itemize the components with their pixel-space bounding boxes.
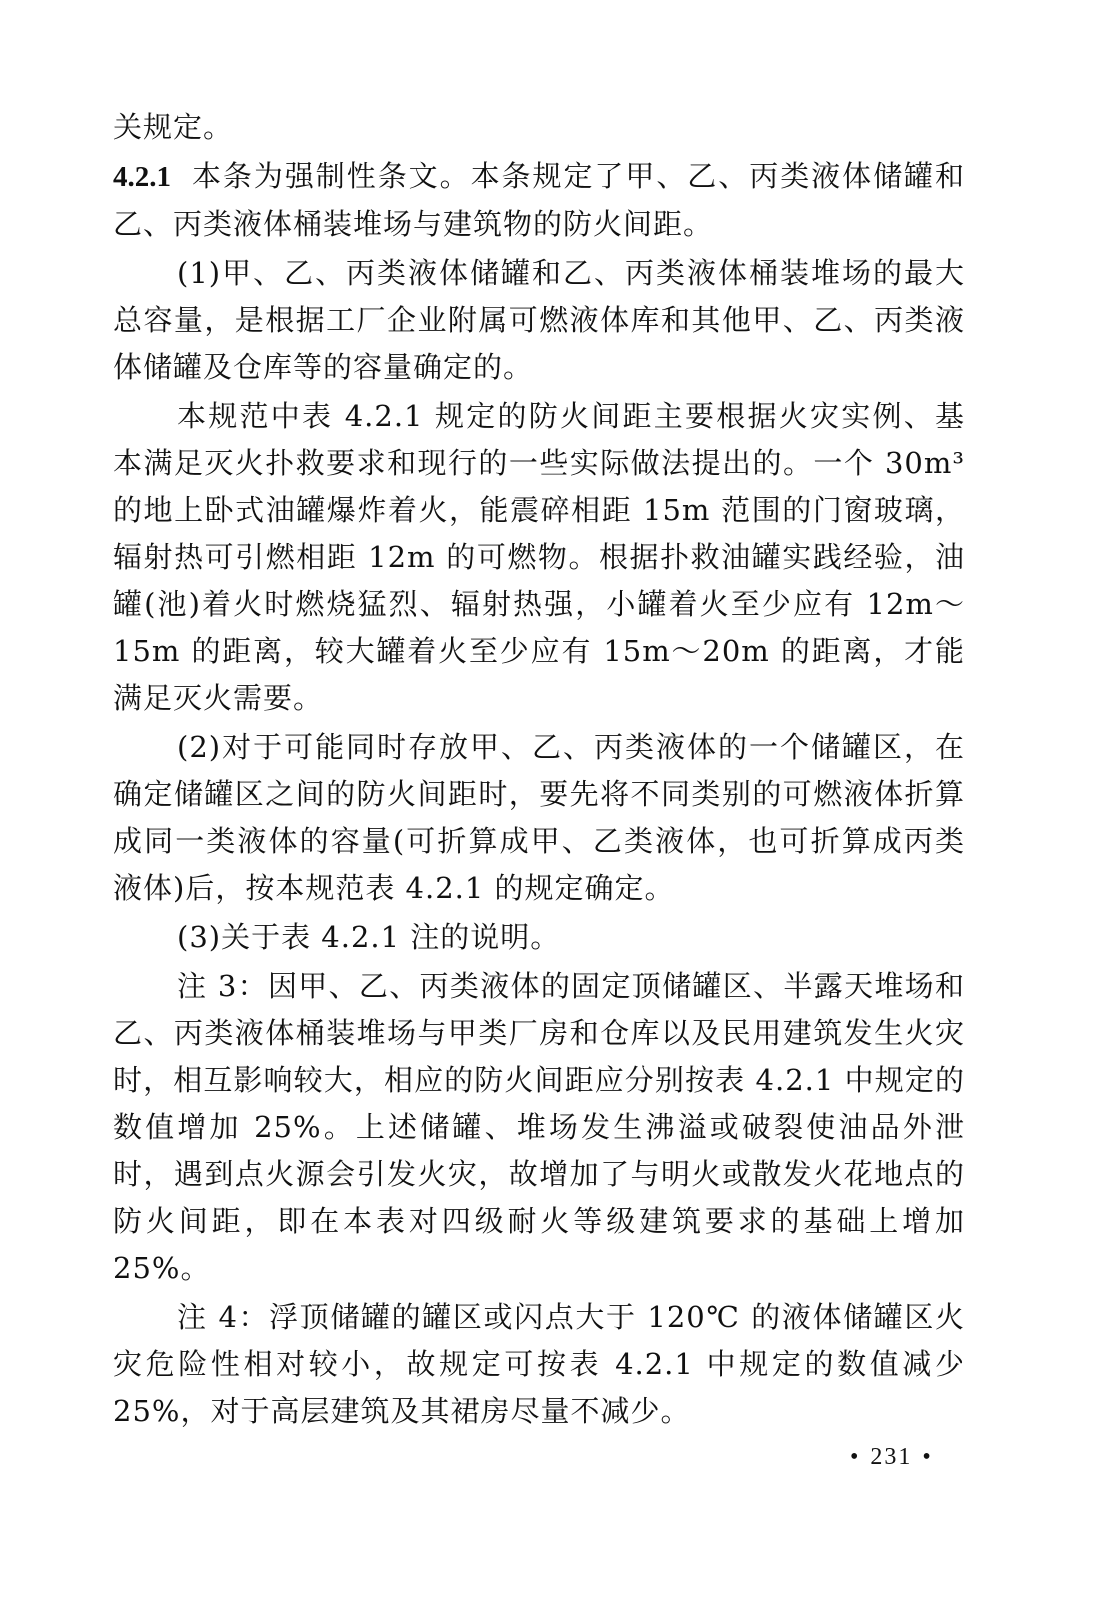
clause-intro: 本条为强制性条文。本条规定了甲、乙、丙类液体储罐和乙、丙类液体桶装堆场与建筑物的防火间距。 — [113, 159, 965, 241]
note-3: 注 3：因甲、乙、丙类液体的固定顶储罐区、半露天堆场和乙、丙类液体桶装堆场与甲类厂房和仓库以及民用建筑发生火灾时，相互影响较大，相应的防火间距应分别按表 4.2.1 中规定的数值增加 25%。上述储罐、堆场发生沸溢或破裂使油品外泄时，遇到点火源会引发火灾，故增加了与明火或散发火花地点的防火间距，即在本表对四级耐火等级建筑要求的基础上增加 25%。 — [113, 969, 965, 1285]
page-number-value: 231 — [870, 1444, 913, 1470]
note-4: 注 4：浮顶储罐的罐区或闪点大于 120℃ 的液体储罐区火灾危险性相对较小，故规定可按表 4.2.1 中规定的数值减少 25%，对于高层建筑及其裙房尽量不减少。 — [113, 1300, 965, 1428]
clause-4-2-1 — [113, 153, 965, 248]
paragraph-3: (2)对于可能同时存放甲、乙、丙类液体的一个储罐区，在确定储罐区之间的防火间距时，要先将不同类别的可燃液体折算成同一类液体的容量(可折算成甲、乙类液体，也可折算成丙类液体)后，按本规范表 4.2.1 的规定确定。 — [113, 730, 965, 905]
page-number — [840, 1444, 943, 1471]
paragraph-4: (3)关于表 4.2.1 注的说明。 — [177, 920, 561, 954]
page-number-dot-left: • — [850, 1444, 861, 1470]
page-body — [113, 104, 965, 1435]
continuation-text: 关规定。 — [113, 110, 234, 144]
paragraph-1: (1)甲、乙、丙类液体储罐和乙、丙类液体桶装堆场的最大总容量，是根据工厂企业附属可燃液体库和其他甲、乙、丙类液体储罐及仓库等的容量确定的。 — [113, 256, 965, 384]
paragraph-2: 本规范中表 4.2.1 规定的防火间距主要根据火灾实例、基本满足灭火扑救要求和现行的一些实际做法提出的。一个 30m³ 的地上卧式油罐爆炸着火，能震碎相距 15m 范围的门窗玻璃，辐射热可引燃相距 12m 的可燃物。根据扑救油罐实践经验，油罐(池)着火时燃烧猛烈、辐射热强，小罐着火至少应有 12m～15m 的距离，较大罐着火至少应有 15m～20m 的距离，才能满足灭火需要。 — [113, 399, 965, 715]
clause-number: 4.2.1 — [113, 161, 171, 193]
page-number-dot-right: • — [922, 1444, 933, 1470]
